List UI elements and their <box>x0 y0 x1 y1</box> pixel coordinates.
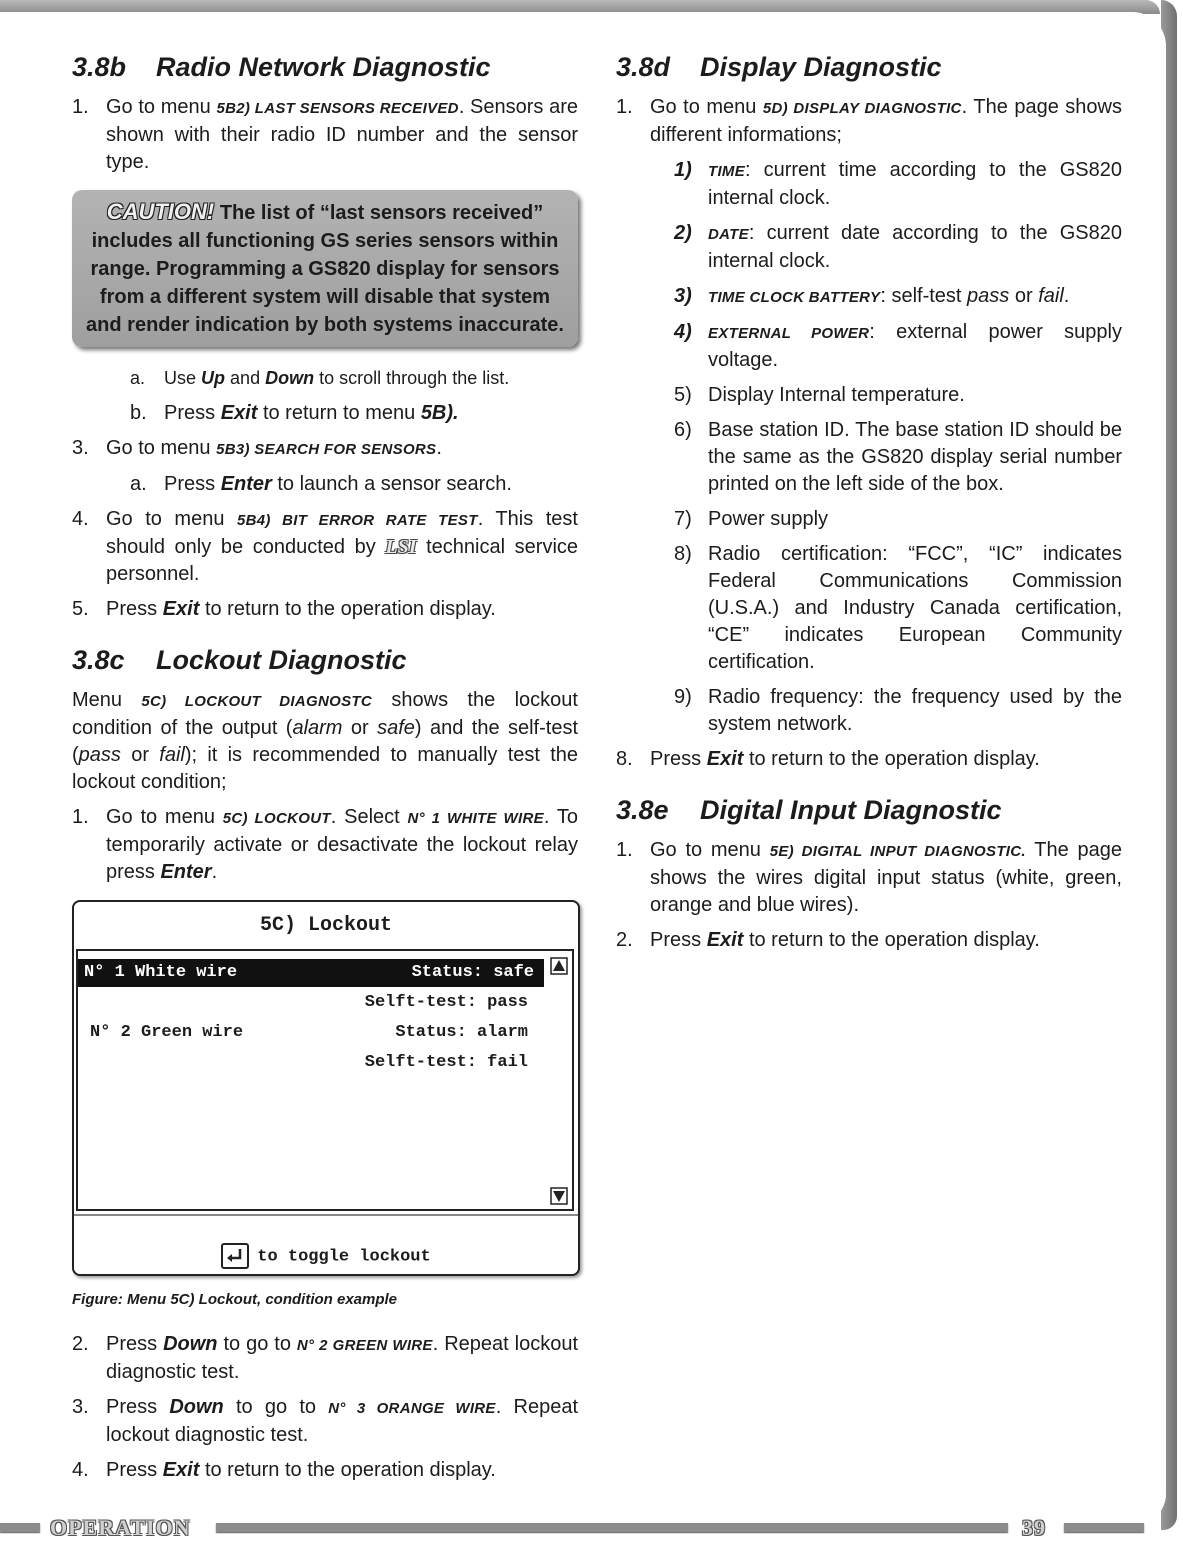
caution-box <box>72 190 578 347</box>
lockout-intro-paragraph: Menu 5C) LOCKOUT DIAGNOSTC shows the lockout condition of the output (alarm or safe) and the self-test (pass or fail); it is recommended to manually test the lockout condition; <box>72 689 579 793</box>
left-column <box>72 50 578 1492</box>
page-number: 39 <box>1022 1515 1046 1540</box>
enter-key-icon <box>221 1243 249 1269</box>
list-item: 1. Go to menu 5D) DISPLAY DIAGNOSTIC. The page shows different informations; <box>616 96 1122 146</box>
list-item: 9) Radio frequency: the frequency used by the system network. <box>674 686 1122 735</box>
list-item: 3. Press Down to go to N° 3 ORANGE WIRE. Repeat lockout diagnostic test. <box>72 1396 578 1446</box>
footer-section-label: OPERATION <box>50 1515 191 1540</box>
lockout-screen-figure <box>72 900 580 1276</box>
screen-divider <box>74 1214 578 1216</box>
screen-row[interactable]: N° 2 Green wire Status: alarm <box>90 1023 528 1042</box>
section-heading-3-8e: 3.8e Digital Input Diagnostic <box>616 795 1002 825</box>
list-item: 4) EXTERNAL POWER: external power supply voltage. <box>674 321 1122 371</box>
screen-row[interactable]: Selft-test: pass <box>364 993 528 1012</box>
list-item: 2) DATE: current date according to the GS820 internal clock. <box>674 222 1122 272</box>
screen-footer: to toggle lockout <box>74 1243 578 1270</box>
list-item: 3. Go to menu 5B3) SEARCH FOR SENSORS. <box>72 437 442 459</box>
scroll-up-icon[interactable] <box>550 957 568 975</box>
caution-word: CAUTION! <box>106 199 215 224</box>
list-item: 8. Press Exit to return to the operation display. <box>616 748 1040 770</box>
list-item: 1. Go to menu 5B2) LAST SENSORS RECEIVED. Sensors are shown with their radio ID number and the sensor type. <box>72 96 578 173</box>
section-heading-3-8b: 3.8b Radio Network Diagnostic <box>72 52 491 82</box>
screen-row[interactable]: Selft-test: fail <box>364 1053 528 1072</box>
list-item: 6) Base station ID. The base station ID should be the same as the GS820 display serial number printed on the left side of the box. <box>674 419 1122 495</box>
figure-caption: Figure: Menu 5C) Lockout, condition example <box>72 1291 398 1308</box>
section-heading-3-8c: 3.8c Lockout Diagnostic <box>72 645 407 675</box>
list-item: b. Press Exit to return to menu 5B). <box>130 402 459 424</box>
list-item: 8) Radio certification: “FCC”, “IC” indicates Federal Communications Commission (U.S.A.) and Industry Canada certification, “CE” indicates European Community certification. <box>674 543 1122 673</box>
scroll-down-icon[interactable] <box>550 1187 568 1205</box>
list-item: 4. Press Exit to return to the operation display. <box>72 1459 496 1481</box>
screen-list <box>76 949 574 1211</box>
footer-rule <box>216 1523 1008 1532</box>
list-item: 5) Display Internal temperature. <box>674 384 965 406</box>
list-item: 7) Power supply <box>674 508 829 530</box>
list-item: 2. Press Down to go to N° 2 GREEN WIRE. Repeat lockout diagnostic test. <box>72 1333 579 1383</box>
footer-rule-left <box>0 1523 40 1532</box>
list-item: 1. Go to menu 5C) LOCKOUT. Select N° 1 WHITE WIRE. To temporarily activate or desactivate the lockout relay press Enter. <box>72 806 578 883</box>
screen-row[interactable]: N° 1 White wire Status: safe <box>78 959 544 987</box>
list-item: 3) TIME CLOCK BATTERY: self-test pass or fail. <box>674 285 1070 307</box>
list-item: 5. Press Exit to return to the operation display. <box>72 598 496 620</box>
list-item: a. Use Up and Down to scroll through the list. <box>130 368 510 388</box>
list-item: 4. Go to menu 5B4) BIT ERROR RATE TEST. This test should only be conducted by LSI technical service personnel. <box>72 508 579 585</box>
list-item: 1) TIME: current time according to the GS820 internal clock. <box>674 159 1122 209</box>
screen-title: 5C) Lockout <box>259 914 393 937</box>
list-item: 1. Go to menu 5E) DIGITAL INPUT DIAGNOSTIC. The page shows the wires digital input status (white, green, orange and blue wires). <box>616 839 1123 916</box>
list-item: a. Press Enter to launch a sensor search. <box>130 473 512 495</box>
section-heading-3-8d: 3.8d Display Diagnostic <box>616 52 942 82</box>
list-item: 2. Press Exit to return to the operation display. <box>616 929 1040 951</box>
caution-text: The list of “last sensors received” includes all functioning GS series sensors within range. Programming a GS820 display for sensors from a different system will disable that system and render indication by both systems inaccurate. <box>86 202 564 336</box>
footer-rule-right <box>1064 1523 1144 1532</box>
lsi-logo: LSI <box>385 536 417 558</box>
right-column <box>616 50 1122 962</box>
